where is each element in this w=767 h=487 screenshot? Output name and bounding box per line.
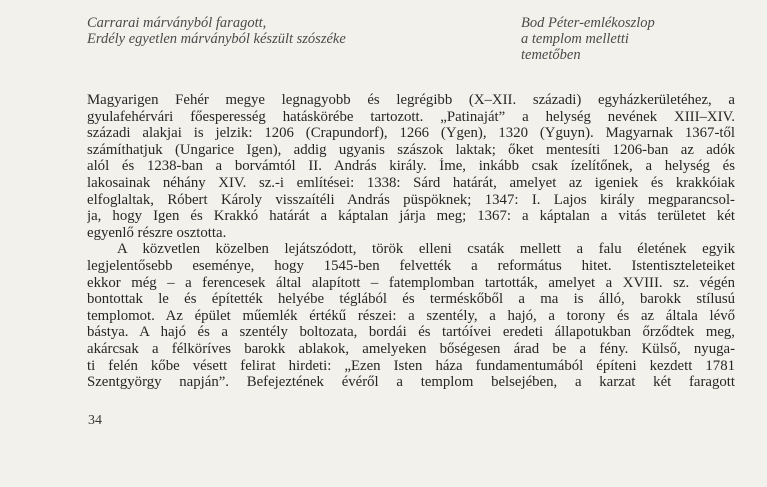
caption-right-line-1: Bod Péter-emlékoszlop xyxy=(521,15,655,31)
text-line: számíthatjuk (Ungarice Igen), addig ugyanis szászok laktak; őket mentesíti 1206-ban az adók xyxy=(87,141,735,158)
text-line: alól és 1238-ban a borvámtól II. András király. Íme, inkább csak ízelítőnek, a helység és xyxy=(87,158,735,175)
text-line: Szentgyörgy napján”. Befejeztének évéről a templom belsejében, a karzat két faragott xyxy=(87,374,735,391)
text-line: elfoglaltak, Róbert Károly visszaítéli András püspöknek; 1347: I. Lajos király megparancsol- xyxy=(87,191,735,208)
caption-right-line-2: a templom melletti xyxy=(521,31,629,47)
text-line: bástya. A hajó és a szentély boltozata, bordái és tartóívei eredeti állapotukban őrződtek meg, xyxy=(87,324,735,341)
text-line: ti felén kőbe vésett felirat hirdeti: „Ezen Isten háza fundamentumából építeni kezdett 1781 xyxy=(87,357,735,374)
text-line: A közvetlen közelben lejátszódott, török elleni csaták mellett a falu életének egyik xyxy=(117,241,735,258)
photo-caption-right xyxy=(521,15,655,63)
text-line: ja, hogy Igen és Krakkó határát a káptalan járja meg; 1367: a káptalan a vitás területet két xyxy=(87,208,735,225)
page-number: 34 xyxy=(88,413,102,428)
text-line: templomot. Az épület műemlék értékű részei: a szentély, a hajó, a torony és az általa lévő xyxy=(87,307,735,324)
caption-right-line-3: temetőben xyxy=(521,47,581,63)
text-line: bontottak le és építették helyébe téglából és terméskőből a ma is álló, barokk stílusú xyxy=(87,291,735,308)
caption-left-line-2: Erdély egyetlen márványból készült szószéke xyxy=(87,31,346,47)
text-line: Magyarigen Fehér megye legnagyobb és legrégibb (X–XII. századi) egyházkerületéhez, a xyxy=(87,92,735,108)
caption-left-line-1: Carrarai márványból faragott, xyxy=(87,15,267,31)
photo-caption-left xyxy=(87,15,346,47)
text-line: gyulafehérvári főesperesség hatáskörébe tartozott. „Patinaját” a helység nevének XIII–XIV. xyxy=(87,108,735,125)
body-text xyxy=(87,92,735,391)
text-line: akárcsak a félköríves barokk ablakok, amelyeken bőségesen árad be a fény. Külső, nyuga- xyxy=(87,340,735,357)
text-line: lakosainak néhány XIV. sz.-i említései: 1338: Sárd határát, amelyet az igeniek és krakkóiak xyxy=(87,174,735,191)
text-line: századi alakjai is jelzik: 1206 (Crapundorf), 1266 (Ygen), 1320 (Yguyn). Magyarnak 1367-től xyxy=(87,125,735,142)
text-line: egyenlő részre osztotta. xyxy=(87,224,227,241)
text-line: legjelentősebb eseménye, hogy 1545-ben felvették a református hitet. Istentiszteleteiket xyxy=(87,257,735,274)
text-line: ekkor még – a ferencesek által alapított – fatemplomban tartották, amelyet a XVIII. sz. végén xyxy=(87,274,735,291)
